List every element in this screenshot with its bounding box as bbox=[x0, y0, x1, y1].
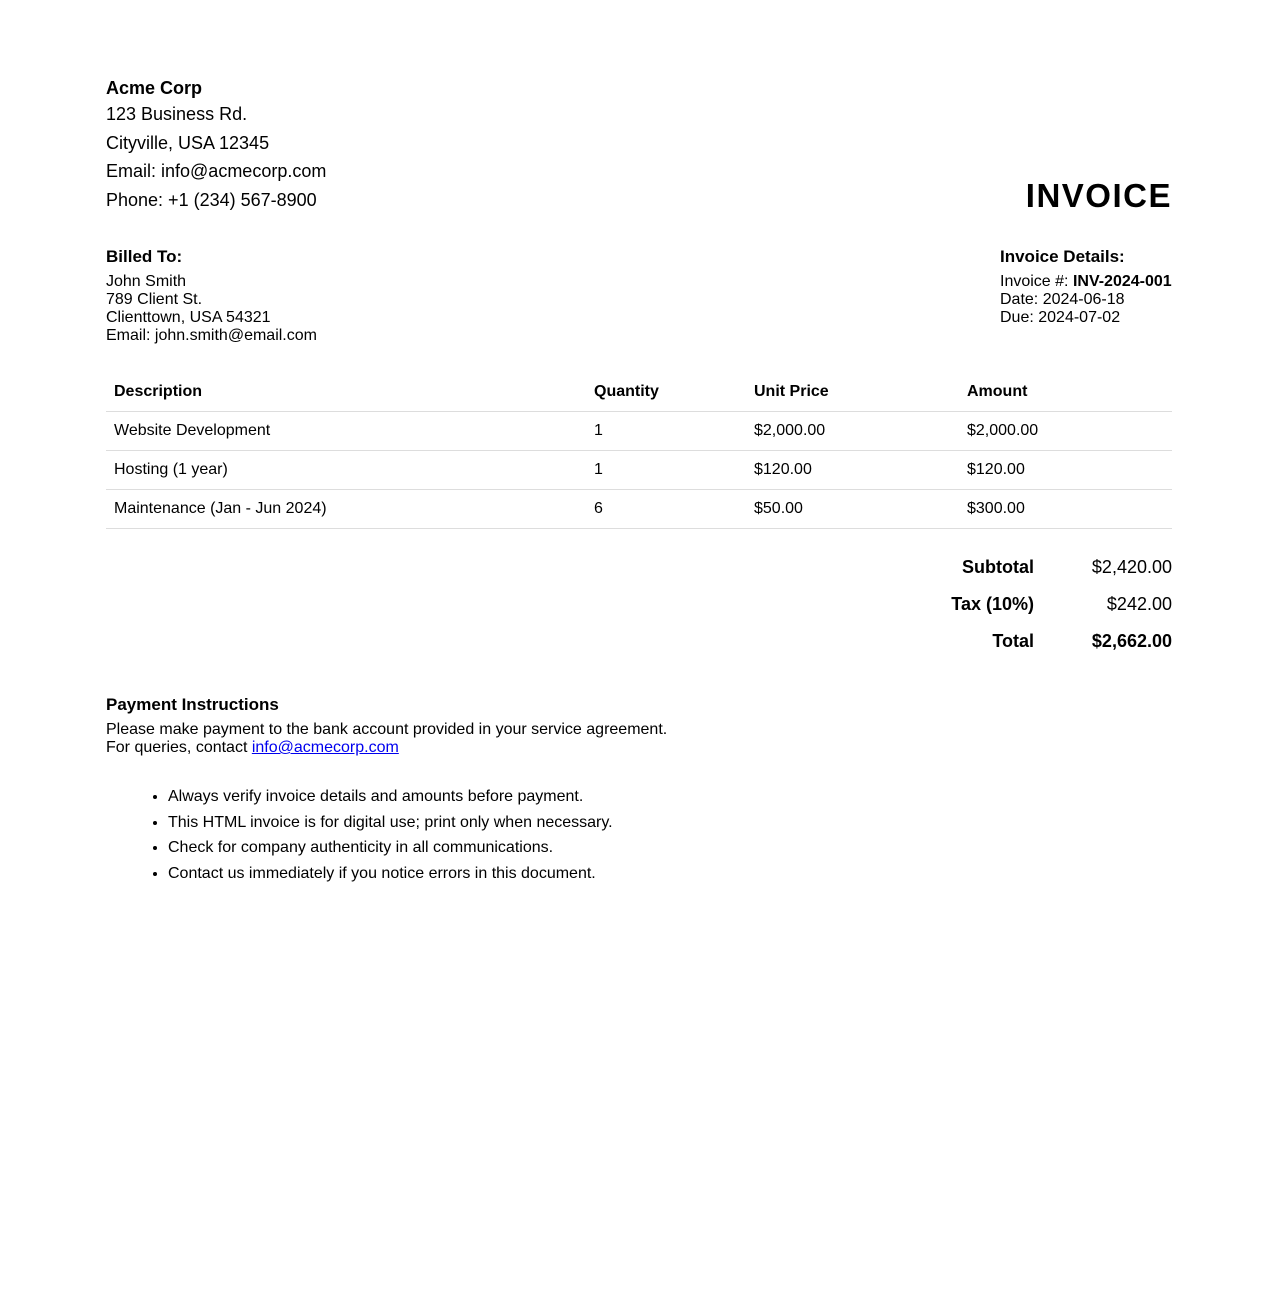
document-title: INVOICE bbox=[1025, 177, 1172, 214]
company-info bbox=[106, 76, 326, 214]
billed-to-heading: Billed To: bbox=[106, 247, 183, 266]
cell-quantity: 1 bbox=[586, 451, 746, 490]
subtotal-value: $2,420.00 bbox=[1091, 557, 1172, 577]
invoice-due-date: Due: 2024-07-02 bbox=[1000, 309, 1121, 326]
cell-amount: $300.00 bbox=[959, 490, 1172, 529]
invoice-number-line bbox=[1000, 273, 1172, 291]
column-header-unit-price: Unit Price bbox=[746, 373, 959, 412]
invoice-number-label: Invoice #: bbox=[1000, 273, 1073, 290]
cell-quantity: 1 bbox=[586, 412, 746, 451]
totals-section bbox=[894, 555, 1172, 666]
total-row bbox=[894, 629, 1172, 666]
cell-unit-price: $50.00 bbox=[746, 490, 959, 529]
column-header-description: Description bbox=[106, 373, 586, 412]
table-row bbox=[106, 451, 1172, 490]
list-item: • Check for company authenticity in all communications. bbox=[168, 835, 1006, 861]
list-item: • Always verify invoice details and amounts before payment. bbox=[168, 784, 1006, 810]
payment-instructions-section bbox=[106, 695, 1006, 886]
tax-row bbox=[894, 592, 1172, 629]
table-header-row bbox=[106, 373, 1172, 412]
cell-description: Maintenance (Jan - Jun 2024) bbox=[106, 490, 586, 529]
invoice-details-section bbox=[1000, 247, 1172, 327]
cell-amount: $2,000.00 bbox=[959, 412, 1172, 451]
cell-unit-price: $120.00 bbox=[746, 451, 959, 490]
payment-instructions-text bbox=[106, 721, 1006, 757]
notes-list bbox=[106, 784, 1006, 886]
cell-description: Website Development bbox=[106, 412, 586, 451]
invoice-number: INV-2024-001 bbox=[1072, 273, 1172, 290]
invoice-details-heading: Invoice Details: bbox=[1000, 247, 1125, 266]
payment-text-line2-prefix: For queries, contact bbox=[106, 739, 252, 756]
company-email: Email: info@acmecorp.com bbox=[106, 161, 327, 181]
table-row bbox=[106, 412, 1172, 451]
tax-label: Tax (10%) bbox=[951, 594, 1034, 614]
cell-quantity: 6 bbox=[586, 490, 746, 529]
total-label: Total bbox=[992, 631, 1034, 651]
cell-unit-price: $2,000.00 bbox=[746, 412, 959, 451]
company-name: Acme Corp bbox=[106, 78, 203, 98]
invoice-date: Date: 2024-06-18 bbox=[1000, 291, 1125, 308]
subtotal-row bbox=[894, 555, 1172, 592]
company-phone: Phone: +1 (234) 567-8900 bbox=[106, 189, 317, 210]
billed-to-section bbox=[106, 247, 317, 345]
client-name: John Smith bbox=[106, 273, 187, 290]
list-item: • This HTML invoice is for digital use; print only when necessary. bbox=[168, 810, 1006, 836]
payment-text-line1: Please make payment to the bank account provided in your service agreement. bbox=[106, 721, 668, 738]
table-row bbox=[106, 490, 1172, 529]
cell-amount: $120.00 bbox=[959, 451, 1172, 490]
total-value: $2,662.00 bbox=[1091, 631, 1172, 651]
company-address-line2: Cityville, USA 12345 bbox=[106, 132, 270, 153]
payment-instructions-heading: Payment Instructions bbox=[106, 695, 279, 714]
client-street: 789 Client St. bbox=[106, 291, 203, 308]
list-item: • Contact us immediately if you notice errors in this document. bbox=[168, 861, 1006, 887]
client-city: Clienttown, USA 54321 bbox=[106, 309, 271, 326]
cell-description: Hosting (1 year) bbox=[106, 451, 586, 490]
contact-email-link[interactable]: info@acmecorp.com bbox=[251, 739, 399, 756]
column-header-quantity: Quantity bbox=[586, 373, 746, 412]
line-items-table bbox=[106, 373, 1172, 529]
client-email: Email: john.smith@email.com bbox=[106, 327, 317, 344]
tax-value: $242.00 bbox=[1106, 594, 1172, 614]
company-address-line1: 123 Business Rd. bbox=[106, 104, 248, 124]
column-header-amount: Amount bbox=[959, 373, 1172, 412]
subtotal-label: Subtotal bbox=[962, 557, 1034, 577]
